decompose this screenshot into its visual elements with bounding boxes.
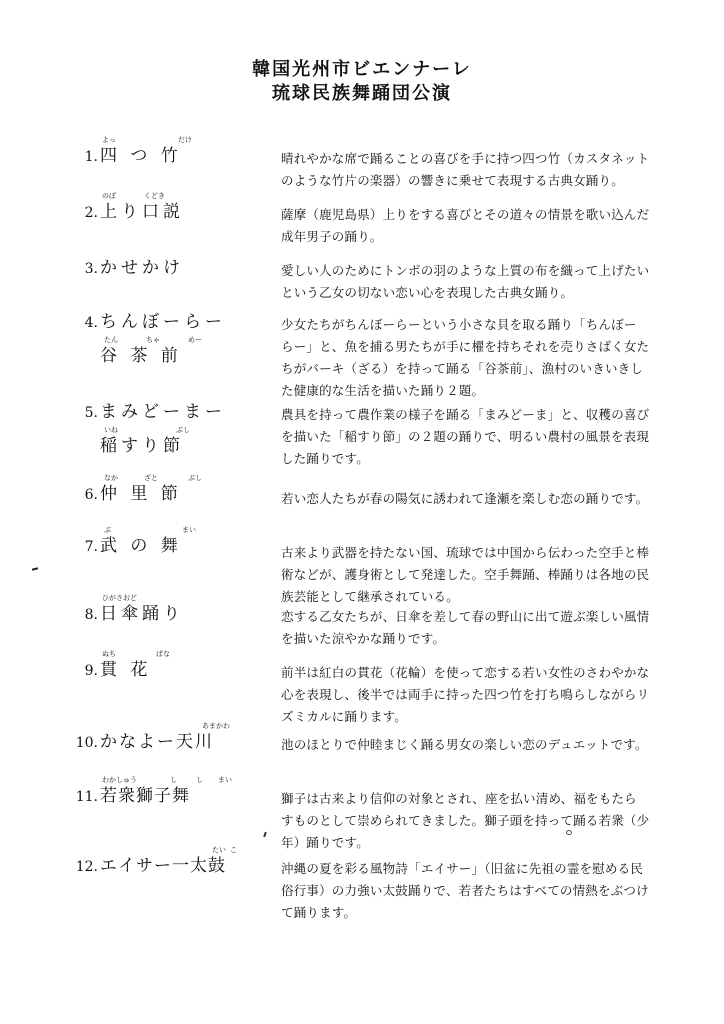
item-number: 2.	[84, 205, 98, 221]
item-description: 少女たちがちんぼーらーという小さな貝を取る踊り「ちんぼー らー」と、魚を捕る男たちが手に櫂を持ちそれを売りさばく女た ちがバーキ（ざる）を持って踊る「谷茶前」、漁村のいきいきし た健康的な生活を描いた踊り２題。	[281, 317, 650, 398]
ruby-text: なか ざと ぶし	[104, 474, 202, 482]
item-title-2: 谷 茶 前	[100, 346, 182, 366]
item-description: 古来より武器を持たない国、琉球では中国から伝わった空手と棒 術などが、護身術として発達した。空手舞踊、棒踊りは各地の民 族芸能として継承されている。	[281, 545, 650, 604]
item-number: 1.	[84, 149, 98, 165]
item-description: 薩摩（鹿児島県）上りをする喜びとその道々の情景を歌い込んだ 成年男子の踊り。	[281, 207, 650, 244]
scan-mark	[566, 830, 572, 835]
item-title-block	[100, 526, 270, 557]
item-title: 仲 里 節	[100, 484, 182, 504]
item-title-block	[100, 474, 270, 505]
item-title-2: 稲すり節	[100, 436, 184, 456]
ruby-text: ひがさおど	[102, 594, 137, 602]
item-number: 6.	[84, 487, 98, 503]
item-title: まみどーまー	[100, 402, 226, 422]
item-title-block	[100, 192, 270, 223]
item-title-block	[100, 248, 270, 279]
ruby-text: ぬち ばな	[102, 650, 170, 658]
ruby-text: たい こ	[212, 846, 237, 854]
item-number: 11.	[75, 789, 98, 805]
item-title-block	[100, 136, 270, 167]
item-title: 四 つ 竹	[100, 146, 182, 166]
item-title: 貫 花	[100, 660, 152, 680]
item-number: 8.	[84, 607, 98, 623]
item-title: かなよー天川	[100, 732, 214, 752]
item-title-block	[100, 302, 270, 367]
item-title: 武 の 舞	[100, 536, 182, 556]
item-number: 5.	[84, 405, 98, 421]
item-title: 若衆獅子舞	[100, 786, 190, 806]
ruby-text: わかしゅう し し まい	[102, 776, 232, 784]
item-title-block	[100, 776, 270, 807]
item-description: 農具を持って農作業の様子を踊る「まみどーま」と、収穫の喜び を描いた「稲すり節」の２題の踊りで、明るい農村の風景を表現 した踊りです。	[281, 407, 650, 466]
item-number: 10.	[75, 735, 98, 751]
item-title-block	[100, 594, 270, 625]
item-title: 日傘踊り	[100, 604, 184, 624]
ruby-text: のぼ くどき	[102, 192, 165, 200]
item-title: 上り口説	[100, 202, 184, 222]
item-number: 7.	[84, 539, 98, 555]
ruby-text: あまかわ	[202, 722, 230, 730]
item-description: 恋する乙女たちが、日傘を差して春の野山に出て遊ぶ楽しい風情 を描いた涼やかな踊りです。	[281, 609, 650, 646]
ruby-text: よっ だけ	[102, 136, 192, 144]
item-number: 9.	[84, 663, 98, 679]
item-title: エイサー一太鼓	[100, 856, 226, 876]
ruby-text	[100, 248, 270, 257]
ruby-text-2: たん ちゃ めー	[104, 336, 202, 344]
item-title: かせかけ	[100, 258, 184, 278]
item-description: 池のほとりで仲睦まじく踊る男女の楽しい恋のデュエットです。	[281, 737, 648, 752]
item-number: 4.	[84, 315, 98, 331]
page-subtitle: 琉球民族舞踊団公演	[272, 83, 452, 104]
ruby-text	[100, 302, 270, 311]
item-description: 晴れやかな席で踊ることの喜びを手に持つ四つ竹（カスタネット のような竹片の楽器）の響きに乗せて表現する古典女踊り。	[281, 151, 650, 188]
ruby-text-2: いね ぶし	[104, 426, 190, 434]
item-title-block	[100, 650, 270, 681]
item-title-block	[100, 846, 270, 877]
page-title: 韓国光州市ビエンナーレ	[252, 59, 472, 80]
item-description: 愛しい人のためにトンボの羽のような上質の布を織って上げたい という乙女の切ない恋い心を表現した古典女踊り。	[281, 263, 650, 300]
item-description: 獅子は古来より信仰の対象とされ、座を払い清め、福をもたら すものとして崇められてきました。獅子頭を持って踊る若衆（少 年）踊りです。	[281, 791, 650, 850]
ruby-text: ぶ まい	[104, 526, 196, 534]
ruby-text	[100, 392, 270, 401]
item-description: 前半は紅白の貫花（花輪）を使って恋する若い女性のさわやかな 心を表現し、後半では両手に持った四つ竹を打ち鳴らしながらリ ズミカルに踊ります。	[281, 665, 650, 724]
item-description: 若い恋人たちが春の陽気に誘われて逢瀬を楽しむ恋の踊りです。	[281, 491, 649, 506]
item-title-block	[100, 392, 270, 457]
item-title: ちんぼーらー	[100, 312, 226, 332]
item-description: 沖縄の夏を彩る風物詩「エイサー」（旧盆に先祖の霊を慰める民 俗行事）の力強い太鼓踊りで、若者たちはすべての情熱をぶつけ て踊ります。	[281, 861, 649, 920]
item-title-block	[100, 722, 270, 753]
item-number: 3.	[84, 261, 98, 277]
item-number: 12.	[75, 859, 98, 875]
